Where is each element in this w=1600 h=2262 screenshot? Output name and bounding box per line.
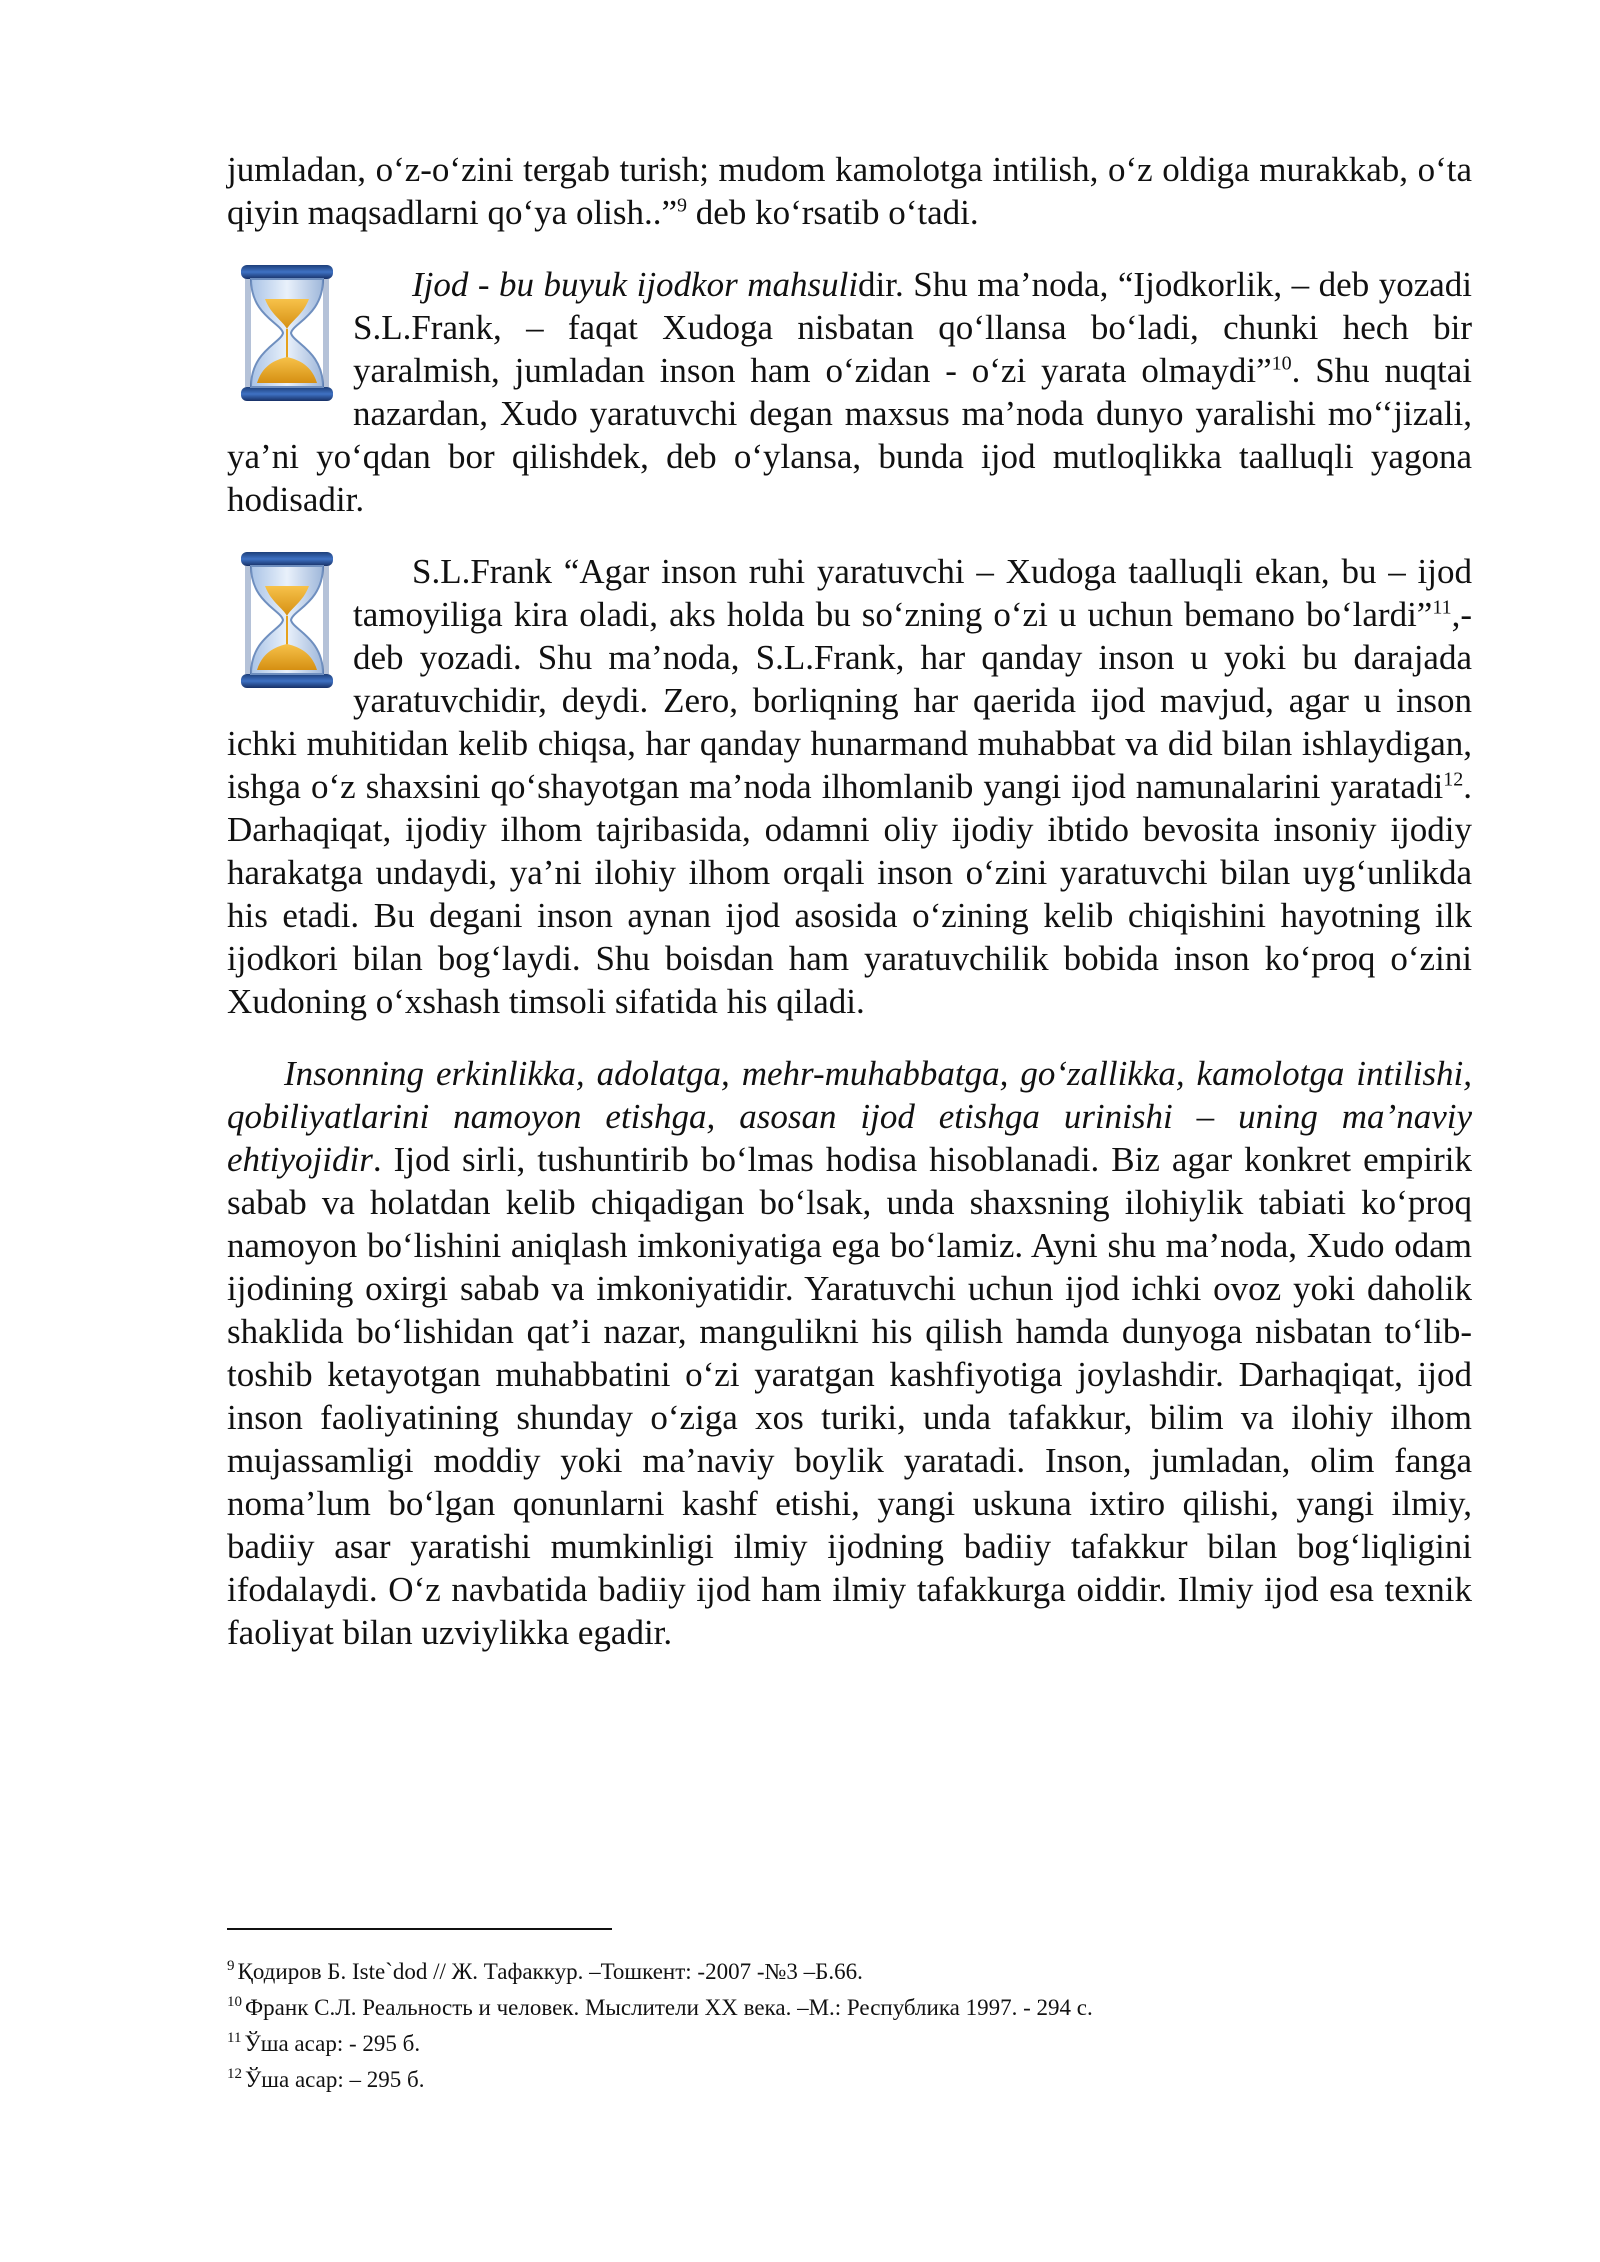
footnote-ref-11[interactable]: 11 [1432,596,1452,619]
footnote-10: $^{10}$ Франк С.Л. Реальность и человек. Мыслители XX века. –М.: Республика 1997. - 294 с. [227,1994,1093,2020]
footnote-separator [227,1928,612,1930]
paragraph-2: Ijod - bu buyuk ijodkor mahsulidir. Shu ma’noda, “Ijodkorlik, – deb yozadi S.L.Frank, – faqat Xudoga nisbatan qo‘llansa bo‘ladi, chunki hech bir yaralmish, jumladan inson ham o‘zidan - o‘zi yarata olmaydi”$^{10}$. Shu nuqtai nazardan, Xudo yaratuvchi degan maxsus ma’noda dunyo yaralishi mo‘‘jizali, ya’ni yo‘qdan bor qilishdek, deb o‘ylansa, bunda ijod mutloqlikka taalluqli yagona hodisadir. [227,263,1472,521]
hourglass-icon [223,263,353,413]
hourglass-icon [223,550,353,700]
footnote-12: $^{12}$ Ўша асар: – 295 б. [227,2066,425,2092]
footnote-ref-12[interactable]: 12 [1443,768,1464,791]
paragraph-4: Insonning erkinlikka, adolatga, mehr-muhabbatga, go‘zallikka, kamolotga intilishi, qobiliyatlarini namoyon etishga, asosan ijod etishga urinishi – uning ma’naviy ehtiyojidir. Ijod sirli, tushuntirib bo‘lmas hodisa hisoblanadi. Biz agar konkret empirik sabab va holatdan kelib chiqadigan bo‘lsak, unda shaxsning ilohiylik tabiati ko‘proq namoyon bo‘lishini aniqlash imkoniyatiga ega bo‘lamiz. Ayni shu ma’noda, Xudo odam ijodining oxirgi sabab va imkoniyatidir. Yaratuvchi uchun ijod ichki ovoz yoki daholik shaklida bo‘lishidan qat’i nazar, mangulikni his qilish hamda dunyoga nisbatan to‘lib-toshib ketayotgan muhabbatini o‘zi yaratgan kashfiyotiga joylashdir. Darhaqiqat, ijod inson faoliyatining shunday o‘ziga xos turiki, unda tafakkur, bilim va ilohiy ilhom mujassamligi moddiy yoki ma’naviy boylik yaratadi. Inson, jumladan, olim fanga noma’lum bo‘lgan qonunlarni kashf etishi, yangi uskuna ixtiro qilishi, yangi ilmiy, badiiy asar yaratishi mumkinligi ilmiy ijodning badiiy tafakkur bilan bog‘liqligini ifodalaydi. O‘z navbatida badiiy ijod ham ilmiy tafakkurga oiddir. Ilmiy ijod esa texnik faoliyat bilan uzviylikka egadir. [227,1054,1472,1652]
footnote-9: $^9$ Қодиров Б. Iste`dod // Ж. Тафаккур. –Тошкент: -2007 -№3 –Б.66. [227,1958,863,1984]
paragraph-1: jumladan, o‘z-o‘zini tergab turish; mudom kamolotga intilish, o‘z oldiga murakkab, o‘ta qiyin maqsadlarni qo‘ya olish..”$^9$ deb ko‘rsatib o‘tadi. [227,150,1472,232]
footnote-11: $^{11}$ Ўша асар: - 295 б. [227,2030,421,2056]
footnote-ref-10[interactable]: 10 [1271,352,1292,375]
footnote-ref-9[interactable]: 9 [677,194,688,217]
paragraph-3: S.L.Frank “Agar inson ruhi yaratuvchi – Xudoga taalluqli ekan, bu – ijod tamoyiliga kira oladi, aks holda bu so‘zning o‘zi u uchun bemano bo‘lardi”$^{11}$,- deb yozadi. Shu ma’noda, S.L.Frank, har qanday inson u yoki bu darajada yaratuvchidir, deydi. Zero, borliqning har qaerida ijod mavjud, agar u inson ichki muhitidan kelib chiqsa, har qanday hunarmand muhabbat va did bilan ishlaydigan, ishga o‘z shaxsini qo‘shayotgan ma’noda ilhomlanib yangi ijod namunalarini yaratadi$^{12}$. Darhaqiqat, ijodiy ilhom tajribasida, odamni oliy ijodiy ibtido bevosita insoniy ijodiy harakatga undaydi, ya’ni ilohiy ilhom orqali inson o‘zini yaratuvchi bilan uyg‘unlikda his etadi. Bu degani inson aynan ijod asosida o‘zining kelib chiqishini hayotning ilk ijodkori bilan bog‘laydi. Shu boisdan ham yaratuvchilik bobida inson ko‘proq o‘zini Xudoning o‘xshash timsoli sifatida his qiladi. [227,550,1472,1023]
footnotes [227,1928,1472,2098]
document-body [227,148,1472,1654]
